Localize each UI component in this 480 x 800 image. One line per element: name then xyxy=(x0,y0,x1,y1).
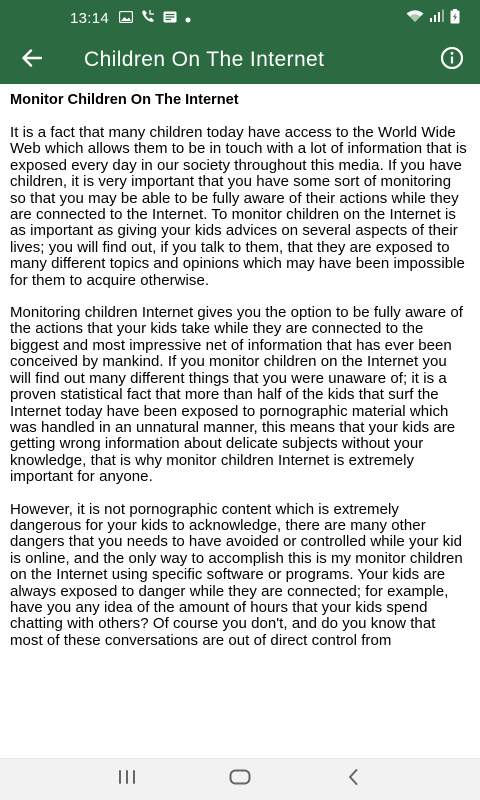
page-title: Children On The Internet xyxy=(84,48,325,71)
status-left xyxy=(70,9,191,27)
article-paragraph-1: It is a fact that many children today have access to the World Wide Web which allows them to be in touch with a lot of information that is exposed every day in our society throughout this media. If you have children, it is very important that you have some sort of monitoring so that you may be able to be fully aware of their actions while they are connected to the Internet. To monitor children on the Internet is as important as giving your kids advices on several aspects of their lives; you will find out, if you talk to them, that they are exposed to many different topics and opinions which may have been impossible for them to acquire otherwise. xyxy=(10,124,467,289)
nav-back-button[interactable] xyxy=(333,760,373,800)
chevron-left-icon xyxy=(347,768,359,791)
recents-button[interactable] xyxy=(107,760,147,800)
status-bar xyxy=(0,0,480,36)
recents-icon xyxy=(118,769,136,790)
wifi-icon xyxy=(406,9,424,27)
app-bar xyxy=(0,36,480,84)
home-button[interactable] xyxy=(220,760,260,800)
article-heading: Monitor Children On The Internet xyxy=(10,92,239,108)
system-nav-bar xyxy=(0,758,480,800)
home-icon xyxy=(229,769,251,790)
signal-icon xyxy=(429,9,445,27)
arrow-left-icon xyxy=(22,49,42,72)
missed-call-icon xyxy=(141,9,155,27)
battery-charging-icon xyxy=(450,9,460,28)
status-right xyxy=(406,9,460,28)
article-paragraph-3: However, it is not pornographic content which is extremely dangerous for your kids to acknowledge, there are many other dangers that you needs to have avoided or controlled while your kid is online, and the only way to accomplish this is my monitor children on the Internet using specific software or programs. Your kids are always exposed to danger while they are connected; for example, have you any idea of the amount of hours that your kids spend chatting with others? Of course you don't, and do you know that most of these conversations are out of direct control from xyxy=(10,500,463,649)
status-time: 13:14 xyxy=(70,9,110,27)
article-paragraph-2: Monitoring children Internet gives you the option to be fully aware of the actions that your kids take while they are connected to the biggest and most impressive net of information that has ever been conceived by mankind. If you monitor children on the Internet you will find out many different things that you were unaware of; it is a proven statistical fact that more than half of the kids that surf the Internet today have been exposed to pornographic material which was handled in an unnatural manner, this means that your kids are getting wrong information about delicate subjects without your knowledge, that is why monitor children Internet is extremely important for anyone. xyxy=(10,304,463,486)
dot-icon xyxy=(185,10,191,27)
back-button[interactable] xyxy=(0,36,64,84)
message-icon xyxy=(163,10,177,27)
info-icon xyxy=(440,46,464,75)
image-icon xyxy=(119,10,133,27)
article-content[interactable] xyxy=(0,84,480,758)
notification-icons xyxy=(119,9,191,27)
info-button[interactable] xyxy=(424,36,480,84)
